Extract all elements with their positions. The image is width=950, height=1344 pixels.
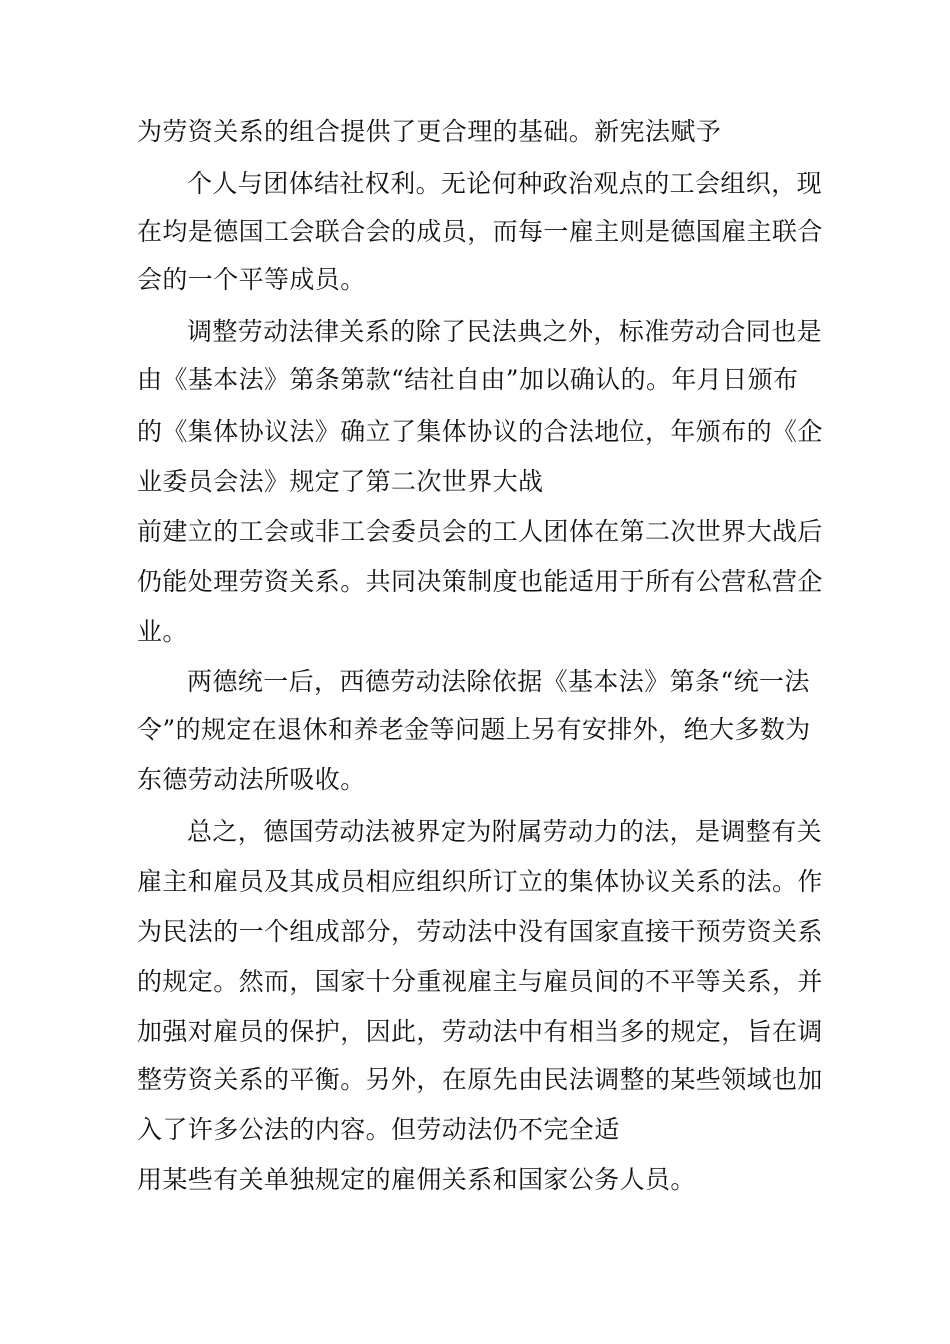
text-line: 为劳资关系的组合提供了更合理的基础。新宪法赋予 bbox=[137, 117, 722, 146]
text-line: 前建立的工会或非工会委员会的工人团体在第二次世界大战后 bbox=[137, 517, 823, 546]
text-line: 业委员会法》规定了第二次世界大战 bbox=[137, 467, 544, 496]
text-line: 的规定。然而，国家十分重视雇主与雇员间的不平等关系，并 bbox=[137, 967, 823, 996]
text-line: 调整劳动法律关系的除了民法典之外，标准劳动合同也是 bbox=[187, 317, 823, 346]
text-line: 雇主和雇员及其成员相应组织所订立的集体协议关系的法。作 bbox=[137, 867, 823, 896]
text-line: 业。 bbox=[137, 617, 188, 646]
text-line: 由《基本法》第条第款“结社自由”加以确认的。年月日颁布 bbox=[137, 365, 799, 394]
text-line: 东德劳动法所吸收。 bbox=[137, 765, 366, 794]
text-line: 令”的规定在退休和养老金等问题上另有安排外，绝大多数为 bbox=[137, 715, 811, 744]
text-line: 用某些有关单独规定的雇佣关系和国家公务人员。 bbox=[137, 1165, 696, 1194]
text-line: 入了许多公法的内容。但劳动法仍不完全适 bbox=[137, 1115, 620, 1144]
text-line: 在均是德国工会联合会的成员，而每一雇主则是德国雇主联合 bbox=[137, 217, 823, 246]
text-line: 两德统一后，西德劳动法除依据《基本法》第条“统一法 bbox=[187, 667, 810, 696]
text-line: 整劳资关系的平衡。另外，在原先由民法调整的某些领域也加 bbox=[137, 1065, 823, 1094]
text-line: 的《集体协议法》确立了集体协议的合法地位，年颁布的《企 bbox=[137, 417, 823, 446]
text-line: 为民法的一个组成部分，劳动法中没有国家直接干预劳资关系 bbox=[137, 917, 823, 946]
text-line: 加强对雇员的保护，因此，劳动法中有相当多的规定，旨在调 bbox=[137, 1017, 823, 1046]
text-line: 会的一个平等成员。 bbox=[137, 265, 366, 294]
text-line: 仍能处理劳资关系。共同决策制度也能适用于所有公营私营企 bbox=[137, 567, 823, 596]
text-line: 总之，德国劳动法被界定为附属劳动力的法，是调整有关 bbox=[187, 817, 823, 846]
text-line: 个人与团体结社权利。无论何种政治观点的工会组织，现 bbox=[187, 169, 823, 198]
